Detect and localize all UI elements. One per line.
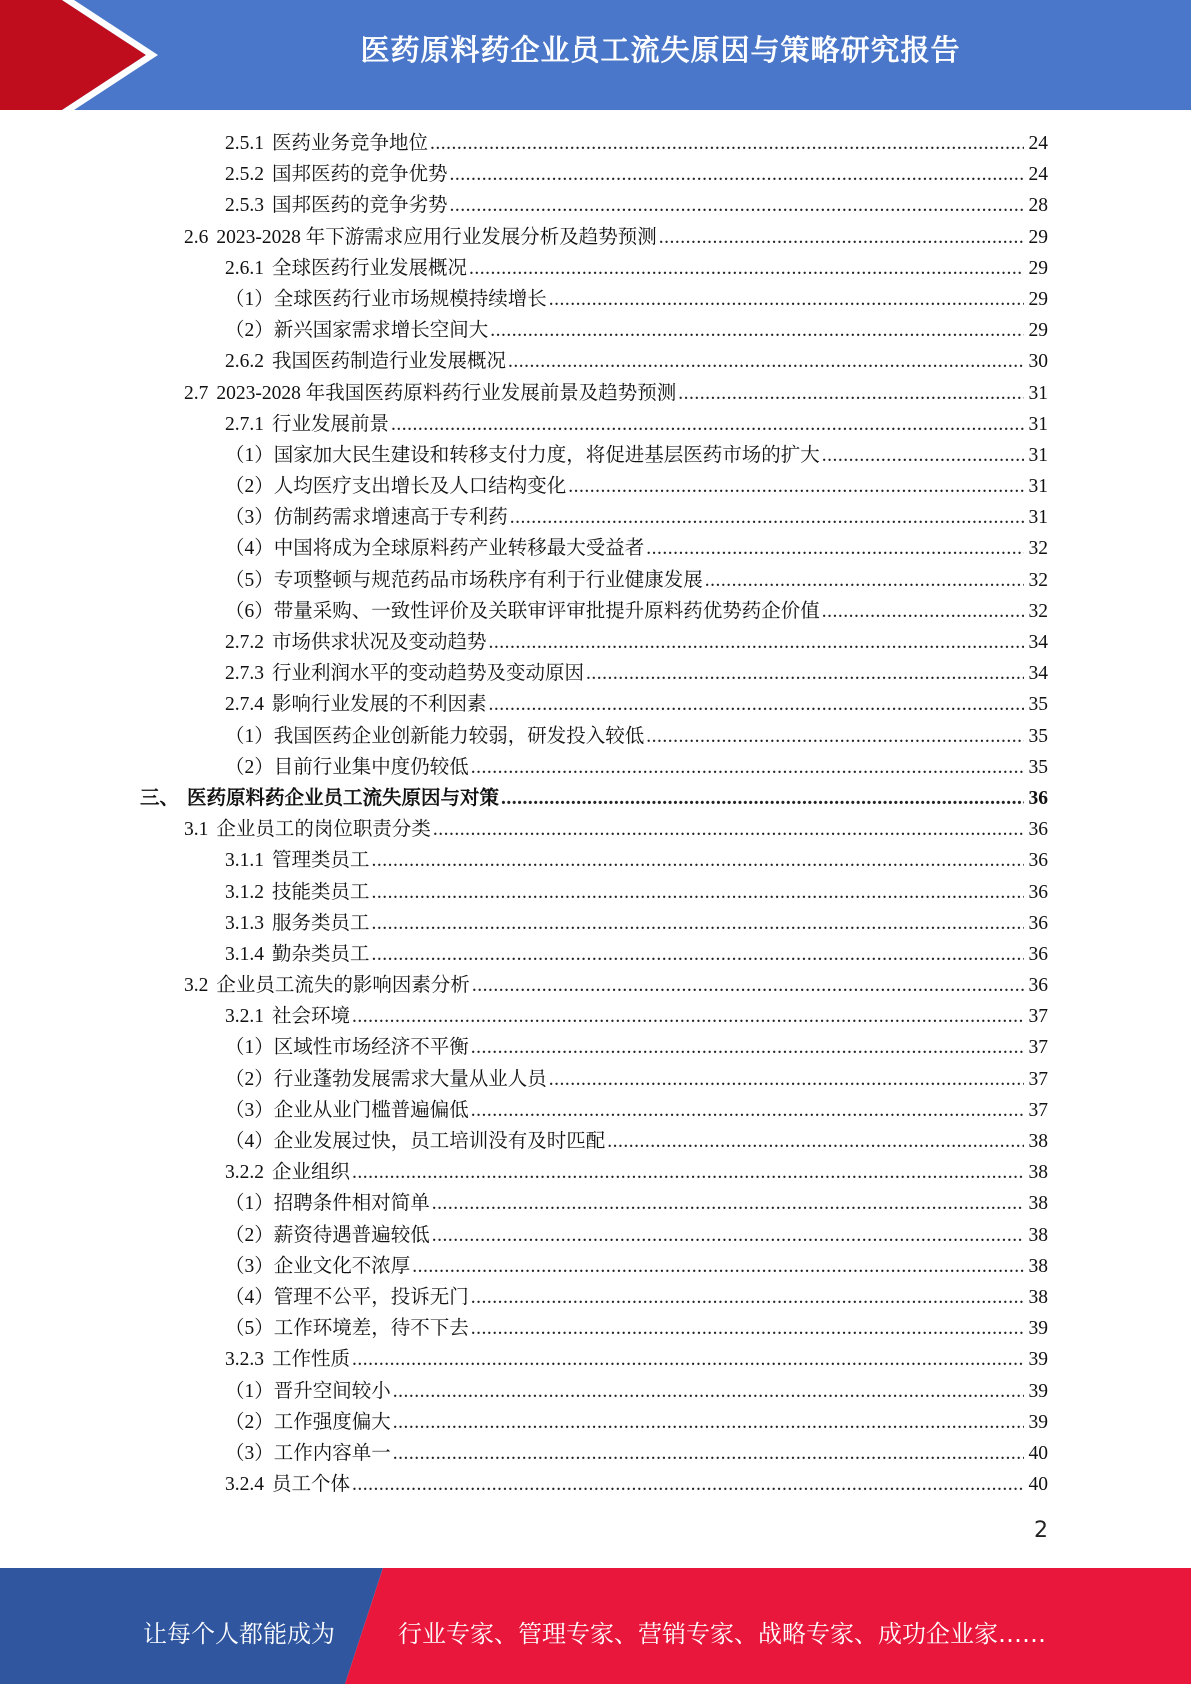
toc-entry-title: 薪资待遇普遍较低 xyxy=(273,1224,430,1246)
toc-dot-leader xyxy=(471,1032,1024,1063)
toc-entry[interactable] xyxy=(140,346,1048,377)
toc-dot-leader xyxy=(471,752,1024,783)
toc-dot-leader xyxy=(508,346,1024,377)
toc-entry-title: 国家加大民生建设和转移支付力度，将促进基层医药市场的扩大 xyxy=(273,444,820,466)
toc-entry[interactable] xyxy=(140,1220,1048,1251)
toc-dot-leader xyxy=(372,908,1024,939)
toc-dot-leader xyxy=(469,253,1024,284)
toc-entry-number: 2.7.1 xyxy=(225,413,264,435)
toc-entry-page: 37 xyxy=(1028,1006,1048,1028)
toc-entry-number: 2.7.3 xyxy=(225,663,264,685)
toc-dot-leader xyxy=(472,970,1024,1001)
table-of-contents xyxy=(140,128,1048,1500)
toc-entry-page: 29 xyxy=(1028,288,1048,310)
toc-dot-leader xyxy=(471,1282,1024,1313)
toc-entry-page: 36 xyxy=(1028,912,1048,934)
toc-entry-title: 行业蓬勃发展需求大量从业人员 xyxy=(273,1068,547,1090)
page-footer xyxy=(0,1568,1191,1684)
toc-entry-number: 2.6.1 xyxy=(225,257,264,279)
toc-entry-number: （1） xyxy=(225,1380,274,1402)
toc-entry-number: 2.7.2 xyxy=(225,632,264,653)
toc-entry[interactable] xyxy=(140,222,1048,253)
toc-dot-leader xyxy=(412,1251,1024,1282)
toc-entry-title: 新兴国家需求增长空间大 xyxy=(273,320,489,342)
toc-entry-page: 31 xyxy=(1028,476,1048,498)
toc-entry-title: 企业文化不浓厚 xyxy=(273,1255,411,1277)
toc-entry[interactable] xyxy=(140,315,1048,346)
toc-entry-title: 全球医药行业市场规模持续增长 xyxy=(273,288,547,310)
toc-dot-leader xyxy=(432,1188,1024,1219)
toc-entry[interactable] xyxy=(140,877,1048,908)
toc-dot-leader xyxy=(433,814,1024,845)
toc-entry-title: 企业从业门槛普遍偏低 xyxy=(273,1099,469,1121)
toc-entry-page: 40 xyxy=(1028,1474,1048,1496)
toc-entry-title: 带量采购、一致性评价及关联审评审批提升原料药优势药企价值 xyxy=(273,600,820,622)
toc-entry-title: 晋升空间较小 xyxy=(273,1380,391,1402)
toc-entry-page: 31 xyxy=(1028,382,1048,404)
toc-entry-title: 我国医药企业创新能力较弱，研发投入较低 xyxy=(273,725,645,747)
toc-entry-page: 30 xyxy=(1028,351,1048,373)
toc-entry[interactable] xyxy=(140,1376,1048,1407)
toc-dot-leader xyxy=(607,1126,1024,1157)
toc-entry-number: 3.1.1 xyxy=(225,850,264,872)
toc-entry-title: 勤杂类员工 xyxy=(272,943,370,965)
toc-entry[interactable] xyxy=(140,1001,1048,1032)
toc-entry[interactable] xyxy=(140,1157,1048,1188)
toc-entry[interactable] xyxy=(140,1407,1048,1438)
toc-entry[interactable] xyxy=(140,1251,1048,1282)
toc-entry[interactable] xyxy=(140,1313,1048,1344)
toc-entry-page: 35 xyxy=(1028,694,1048,716)
toc-entry-page: 36 xyxy=(1028,943,1048,965)
toc-entry-page: 39 xyxy=(1028,1318,1048,1340)
toc-entry-number: （3） xyxy=(225,507,274,529)
toc-dot-leader xyxy=(372,877,1024,908)
toc-dot-leader xyxy=(705,565,1024,596)
toc-entry-title: 国邦医药的竞争劣势 xyxy=(272,195,448,217)
toc-entry-number: （1） xyxy=(225,444,274,466)
toc-entry-title: 专项整顿与规范药品市场秩序有利于行业健康发展 xyxy=(273,569,703,591)
toc-dot-leader xyxy=(510,502,1024,533)
toc-entry-page: 35 xyxy=(1028,756,1048,778)
toc-entry-number: （3） xyxy=(225,1099,274,1121)
toc-entry-page: 39 xyxy=(1028,1380,1048,1402)
toc-entry-title: 技能类员工 xyxy=(272,881,370,903)
toc-dot-leader xyxy=(352,1469,1024,1500)
toc-dot-leader xyxy=(678,378,1024,409)
toc-entry-number: 3.2.4 xyxy=(225,1474,264,1496)
page-number: 2 xyxy=(1034,1518,1048,1543)
toc-entry-page: 31 xyxy=(1028,507,1048,529)
toc-entry-number: 3.1.2 xyxy=(225,881,264,903)
toc-dot-leader xyxy=(352,1157,1024,1188)
toc-dot-leader xyxy=(450,159,1024,190)
toc-entry-number: 三、 xyxy=(140,787,180,809)
toc-entry-page: 34 xyxy=(1028,663,1048,685)
toc-entry-number: 2.7.4 xyxy=(225,694,264,716)
toc-entry[interactable] xyxy=(140,1188,1048,1219)
toc-entry-title: 行业发展前景 xyxy=(272,413,390,435)
toc-dot-leader xyxy=(471,1313,1024,1344)
toc-entry-page: 31 xyxy=(1028,444,1048,466)
toc-dot-leader xyxy=(822,596,1024,627)
toc-entry-page: 31 xyxy=(1028,413,1048,435)
toc-entry-title: 全球医药行业发展概况 xyxy=(272,257,468,279)
toc-entry-number: （1） xyxy=(225,1193,274,1215)
toc-entry-title: 工作强度偏大 xyxy=(273,1411,391,1433)
toc-entry-page: 36 xyxy=(1028,819,1048,841)
toc-dot-leader xyxy=(646,721,1024,752)
footer-slogan-right: 行业专家、管理专家、营销专家、战略专家、成功企业家…… xyxy=(398,1620,1046,1648)
toc-entry-page: 38 xyxy=(1028,1193,1048,1215)
toc-entry-title: 国邦医药的竞争优势 xyxy=(272,164,448,186)
toc-entry-page: 36 xyxy=(1028,787,1048,809)
toc-dot-leader xyxy=(393,1376,1024,1407)
toc-entry[interactable] xyxy=(140,721,1048,752)
toc-entry-page: 36 xyxy=(1028,881,1048,903)
toc-entry-title: 社会环境 xyxy=(272,1006,351,1028)
toc-entry[interactable] xyxy=(140,1344,1048,1375)
toc-entry-page: 32 xyxy=(1028,569,1048,591)
toc-dot-leader xyxy=(393,1407,1024,1438)
toc-dot-leader xyxy=(471,1095,1024,1126)
toc-entry-page: 24 xyxy=(1028,164,1048,186)
toc-entry[interactable] xyxy=(140,159,1048,190)
toc-entry-number: （3） xyxy=(225,1255,274,1277)
toc-entry-title: 服务类员工 xyxy=(272,912,370,934)
toc-entry[interactable] xyxy=(140,627,1048,658)
toc-entry-number: （2） xyxy=(225,756,274,778)
toc-entry-page: 38 xyxy=(1028,1131,1048,1152)
toc-entry-title: 仿制药需求增速高于专利药 xyxy=(273,507,508,529)
toc-entry-page: 38 xyxy=(1028,1224,1048,1246)
toc-dot-leader xyxy=(430,128,1024,159)
toc-entry-number: （4） xyxy=(225,1286,274,1308)
toc-entry-page: 39 xyxy=(1028,1349,1048,1371)
toc-entry-title: 医药业务竞争地位 xyxy=(272,133,429,154)
toc-entry-title: 招聘条件相对简单 xyxy=(273,1193,430,1215)
toc-entry-page: 36 xyxy=(1028,975,1048,997)
toc-entry-number: （2） xyxy=(225,320,274,342)
toc-entry[interactable] xyxy=(140,284,1048,315)
toc-dot-leader xyxy=(646,533,1024,564)
toc-entry[interactable] xyxy=(140,565,1048,596)
toc-entry-number: （3） xyxy=(225,1442,274,1464)
toc-entry-title: 工作内容单一 xyxy=(273,1442,391,1464)
toc-entry-number: （1） xyxy=(225,725,274,747)
toc-entry-page: 29 xyxy=(1028,257,1048,279)
toc-entry[interactable] xyxy=(140,502,1048,533)
toc-entry[interactable] xyxy=(140,533,1048,564)
toc-entry-title: 区域性市场经济不平衡 xyxy=(273,1037,469,1059)
toc-entry-number: 2.7 xyxy=(184,382,209,404)
toc-entry-page: 37 xyxy=(1028,1037,1048,1059)
toc-entry-page: 24 xyxy=(1028,133,1048,154)
toc-entry-page: 34 xyxy=(1028,632,1048,653)
footer-slogan-left: 让每个人都能成为 xyxy=(143,1620,335,1648)
toc-entry[interactable] xyxy=(140,440,1048,471)
toc-entry-title: 医药原料药企业员工流失原因与对策 xyxy=(187,787,500,809)
toc-entry-number: 2.5.2 xyxy=(225,164,264,186)
toc-entry-page: 32 xyxy=(1028,538,1048,560)
toc-dot-leader xyxy=(501,783,1024,814)
toc-dot-leader xyxy=(352,1344,1024,1375)
toc-entry-number: 3.2 xyxy=(184,975,209,997)
toc-entry-page: 37 xyxy=(1028,1099,1048,1121)
toc-entry-number: 2.6 xyxy=(184,226,209,248)
toc-dot-leader xyxy=(659,222,1024,253)
toc-dot-leader xyxy=(568,471,1024,502)
toc-entry[interactable] xyxy=(140,752,1048,783)
toc-entry-page: 39 xyxy=(1028,1411,1048,1433)
page-header xyxy=(0,0,1191,110)
toc-entry-title: 管理类员工 xyxy=(272,850,370,872)
toc-entry-number: 3.1.3 xyxy=(225,912,264,934)
toc-entry-number: 2.6.2 xyxy=(225,351,264,373)
toc-entry-page: 38 xyxy=(1028,1286,1048,1308)
toc-entry-number: 3.1.4 xyxy=(225,943,264,965)
toc-entry-title: 管理不公平，投诉无门 xyxy=(273,1286,469,1308)
toc-dot-leader xyxy=(549,284,1024,315)
toc-dot-leader xyxy=(822,440,1024,471)
toc-entry-page: 29 xyxy=(1028,320,1048,342)
toc-entry[interactable] xyxy=(140,908,1048,939)
toc-entry[interactable] xyxy=(140,1469,1048,1500)
toc-entry[interactable] xyxy=(140,845,1048,876)
toc-entry-title: 中国将成为全球原料药产业转移最大受益者 xyxy=(273,538,645,560)
toc-entry-title: 人均医疗支出增长及人口结构变化 xyxy=(273,476,567,498)
toc-entry[interactable] xyxy=(140,783,1048,814)
toc-entry-number: （1） xyxy=(225,288,274,310)
toc-entry-title: 目前行业集中度仍较低 xyxy=(273,756,469,778)
toc-entry[interactable] xyxy=(140,1438,1048,1469)
toc-entry-number: （6） xyxy=(225,600,274,622)
toc-entry-page: 29 xyxy=(1028,226,1048,248)
toc-entry-number: 3.2.1 xyxy=(225,1006,264,1028)
toc-dot-leader xyxy=(549,1064,1024,1095)
toc-entry[interactable] xyxy=(140,689,1048,720)
toc-dot-leader xyxy=(432,1220,1024,1251)
toc-entry[interactable] xyxy=(140,1282,1048,1313)
toc-entry-title: 影响行业发展的不利因素 xyxy=(272,694,487,716)
toc-entry-number: （5） xyxy=(225,569,274,591)
toc-dot-leader xyxy=(372,845,1024,876)
toc-entry-number: 3.2.2 xyxy=(225,1162,264,1184)
toc-entry[interactable] xyxy=(140,471,1048,502)
toc-entry-page: 36 xyxy=(1028,850,1048,872)
report-title: 医药原料药企业员工流失原因与策略研究报告 xyxy=(360,33,961,67)
toc-entry-page: 35 xyxy=(1028,725,1048,747)
toc-entry[interactable] xyxy=(140,253,1048,284)
toc-entry-page: 28 xyxy=(1028,195,1048,217)
toc-entry[interactable] xyxy=(140,190,1048,221)
toc-entry[interactable] xyxy=(140,1032,1048,1063)
toc-dot-leader xyxy=(391,409,1024,440)
toc-entry-title: 我国医药制造行业发展概况 xyxy=(272,351,507,373)
toc-entry-title: 企业员工的岗位职责分类 xyxy=(216,819,431,841)
toc-dot-leader xyxy=(450,190,1024,221)
toc-entry[interactable] xyxy=(140,1095,1048,1126)
toc-entry-number: （2） xyxy=(225,1068,274,1090)
toc-entry-title: 企业发展过快，员工培训没有及时匹配 xyxy=(273,1131,606,1152)
toc-entry[interactable] xyxy=(140,409,1048,440)
toc-dot-leader xyxy=(489,689,1024,720)
toc-dot-leader xyxy=(393,1438,1024,1469)
toc-entry-number: （4） xyxy=(225,1131,274,1152)
toc-entry[interactable] xyxy=(140,658,1048,689)
toc-dot-leader xyxy=(352,1001,1024,1032)
toc-entry-number: 2.5.3 xyxy=(225,195,264,217)
toc-entry-title: 2023-2028 年我国医药原料药行业发展前景及趋势预测 xyxy=(216,382,677,404)
toc-dot-leader xyxy=(489,627,1024,658)
toc-entry-title: 行业利润水平的变动趋势及变动原因 xyxy=(272,663,585,685)
toc-entry-number: 3.1 xyxy=(184,819,209,841)
toc-entry-title: 2023-2028 年下游需求应用行业发展分析及趋势预测 xyxy=(216,226,657,248)
toc-entry[interactable] xyxy=(140,128,1048,159)
toc-dot-leader xyxy=(586,658,1024,689)
toc-entry[interactable] xyxy=(140,378,1048,409)
toc-entry[interactable] xyxy=(140,939,1048,970)
toc-entry-page: 40 xyxy=(1028,1442,1048,1464)
toc-entry-title: 工作性质 xyxy=(272,1349,351,1371)
toc-entry-number: （2） xyxy=(225,1411,274,1433)
toc-entry-title: 企业员工流失的影响因素分析 xyxy=(216,975,470,997)
toc-entry-number: （2） xyxy=(225,476,274,498)
toc-entry[interactable] xyxy=(140,596,1048,627)
toc-entry-number: （4） xyxy=(225,538,274,560)
toc-entry-page: 38 xyxy=(1028,1255,1048,1277)
toc-entry-title: 市场供求状况及变动趋势 xyxy=(272,632,487,653)
toc-entry[interactable] xyxy=(140,1126,1048,1157)
toc-entry-title: 企业组织 xyxy=(272,1162,351,1184)
toc-entry[interactable] xyxy=(140,814,1048,845)
toc-entry-title: 工作环境差，待不下去 xyxy=(273,1318,469,1340)
toc-entry-title: 员工个体 xyxy=(272,1474,351,1496)
toc-entry-page: 32 xyxy=(1028,600,1048,622)
toc-entry[interactable] xyxy=(140,1064,1048,1095)
toc-entry[interactable] xyxy=(140,970,1048,1001)
toc-entry-number: 2.5.1 xyxy=(225,133,264,154)
toc-entry-number: （2） xyxy=(225,1224,274,1246)
toc-entry-number: 3.2.3 xyxy=(225,1349,264,1371)
toc-dot-leader xyxy=(490,315,1024,346)
toc-entry-page: 38 xyxy=(1028,1162,1048,1184)
toc-dot-leader xyxy=(372,939,1024,970)
toc-entry-number: （5） xyxy=(225,1318,274,1340)
toc-entry-number: （1） xyxy=(225,1037,274,1059)
toc-entry-page: 37 xyxy=(1028,1068,1048,1090)
